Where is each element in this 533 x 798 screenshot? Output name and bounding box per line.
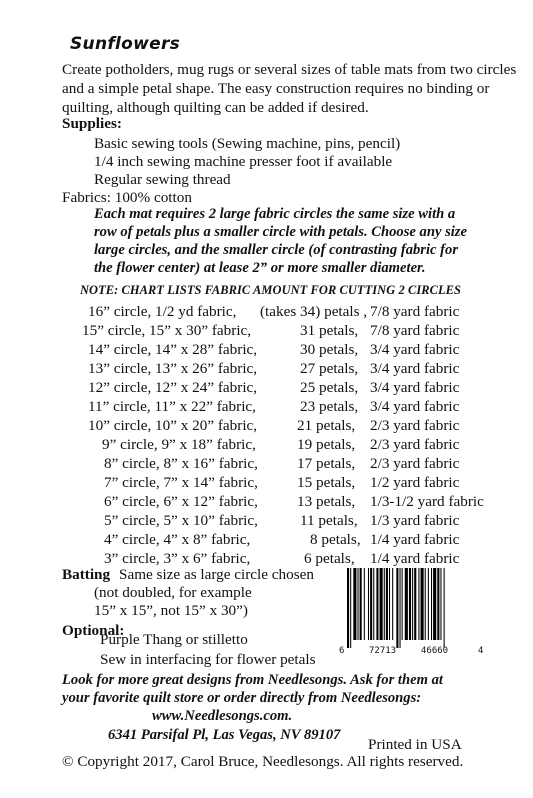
- chart-cell-petals: 27 petals,: [300, 360, 359, 377]
- barcode-bar: [384, 568, 385, 640]
- chart-cell-circle: 13” circle, 13” x 26” fabric,: [88, 360, 258, 377]
- barcode-bars: [339, 568, 485, 648]
- chart-row: [0, 436, 533, 456]
- address: 6341 Parsifal Pl, Las Vegas, NV 89107: [108, 727, 341, 743]
- barcode-bar: [364, 568, 365, 640]
- barcode-bar: [414, 568, 416, 640]
- chart-row: [0, 379, 533, 399]
- fabric-instruction: Each mat requires 2 large fabric circles the same size with a: [94, 206, 456, 222]
- chart-cell-circle: 6” circle, 6” x 12” fabric,: [104, 493, 258, 510]
- chart-cell-yardage: 1/3-1/2 yard fabric: [370, 493, 484, 510]
- barcode-bar: [425, 568, 426, 640]
- chart-cell-yardage: 3/4 yard fabric: [370, 398, 460, 415]
- chart-cell-circle: 14” circle, 14” x 28” fabric,: [88, 341, 258, 358]
- chart-cell-circle: 16” circle, 1/2 yd fabric,: [88, 303, 237, 320]
- chart-cell-petals: 8 petals,: [310, 531, 361, 548]
- chart-cell-petals: (takes 34) petals ,: [260, 303, 368, 320]
- footer-line: Look for more great designs from Needlesongs. Ask for them at: [62, 672, 443, 688]
- barcode-bar: [360, 568, 362, 640]
- chart-cell-yardage: 1/4 yard fabric: [370, 550, 460, 567]
- barcode-bar: [400, 568, 401, 648]
- barcode: [339, 568, 485, 660]
- barcode-bar: [370, 568, 372, 640]
- optional-item: Sew in interfacing for flower petals: [100, 651, 316, 668]
- fabric-instruction: row of petals plus a smaller circle with petals. Choose any size: [94, 224, 467, 240]
- optional-heading: Optional:: [62, 622, 125, 639]
- chart-row: [0, 455, 533, 475]
- chart-row: [0, 531, 533, 551]
- chart-cell-petals: 19 petals,: [297, 436, 356, 453]
- batting-text: (not doubled, for example: [94, 584, 252, 601]
- chart-cell-circle: 9” circle, 9” x 18” fabric,: [102, 436, 256, 453]
- chart-cell-circle: 7” circle, 7” x 14” fabric,: [104, 474, 258, 491]
- chart-cell-petals: 23 petals,: [300, 398, 359, 415]
- barcode-bar: [389, 568, 390, 640]
- chart-cell-yardage: 7/8 yard fabric: [370, 322, 460, 339]
- chart-cell-circle: 5” circle, 5” x 10” fabric,: [104, 512, 258, 529]
- chart-cell-yardage: 1/2 yard fabric: [370, 474, 460, 491]
- barcode-bar: [380, 568, 383, 640]
- chart-cell-yardage: 1/4 yard fabric: [370, 531, 460, 548]
- chart-cell-yardage: 2/3 yard fabric: [370, 455, 460, 472]
- barcode-bar: [402, 568, 403, 640]
- chart-cell-circle: 3” circle, 3” x 6” fabric,: [104, 550, 251, 567]
- chart-cell-circle: 11” circle, 11” x 22” fabric,: [88, 398, 256, 415]
- barcode-bar: [418, 568, 419, 640]
- chart-row: [0, 341, 533, 361]
- chart-cell-yardage: 3/4 yard fabric: [370, 341, 460, 358]
- barcode-bar: [386, 568, 388, 640]
- barcode-bar: [392, 568, 393, 640]
- chart-cell-circle: 4” circle, 4” x 8” fabric,: [104, 531, 251, 548]
- supply-item: 1/4 inch sewing machine presser foot if available: [94, 153, 393, 170]
- website-link[interactable]: www.Needlesongs.com.: [152, 708, 293, 724]
- barcode-digits: 46660: [421, 646, 449, 656]
- chart-cell-petals: 13 petals,: [297, 493, 356, 510]
- intro-paragraph: Create potholders, mug rugs or several sizes of table mats from two circles and a simple petal shape. The easy construction requires no binding or quilting, although quilting can be added if desired.: [62, 61, 517, 116]
- optional-item: Purple Thang or stilletto: [100, 631, 248, 648]
- barcode-bar: [376, 568, 378, 640]
- barcode-bar: [396, 568, 398, 648]
- chart-cell-circle: 15” circle, 15” x 30” fabric,: [82, 322, 252, 339]
- batting-text: Same size as large circle chosen: [119, 566, 314, 583]
- barcode-bar: [368, 568, 369, 640]
- chart-row: [0, 474, 533, 494]
- chart-cell-petals: 15 petals,: [297, 474, 356, 491]
- chart-note: NOTE: CHART LISTS FABRIC AMOUNT FOR CUTTING 2 CIRCLES: [80, 283, 461, 297]
- pattern-title: Sunflowers: [70, 34, 181, 54]
- barcode-bar: [444, 568, 445, 648]
- fabric-instruction: large circles, and the smaller circle (of contrasting fabric for: [94, 242, 459, 258]
- footer-line: your favorite quilt store or order directly from Needlesongs:: [62, 690, 422, 706]
- chart-row: [0, 398, 533, 418]
- chart-cell-petals: 31 petals,: [300, 322, 359, 339]
- copyright: © Copyright 2017, Carol Bruce, Needlesongs. All rights reserved.: [62, 753, 464, 770]
- chart-cell-petals: 17 petals,: [297, 455, 356, 472]
- chart-row: [0, 493, 533, 513]
- chart-cell-petals: 25 petals,: [300, 379, 359, 396]
- barcode-digits: 72713: [369, 646, 397, 656]
- chart-cell-petals: 11 petals,: [300, 512, 358, 529]
- barcode-digit: 4: [478, 646, 484, 656]
- batting-label: Batting: [62, 566, 111, 583]
- barcode-bar: [437, 568, 439, 640]
- barcode-bar: [433, 568, 436, 640]
- chart-cell-yardage: 3/4 yard fabric: [370, 379, 460, 396]
- fabrics-label: Fabrics: 100% cotton: [62, 189, 192, 206]
- barcode-bar: [412, 568, 413, 640]
- barcode-bar: [358, 568, 359, 640]
- chart-cell-yardage: 3/4 yard fabric: [370, 360, 460, 377]
- barcode-bar: [409, 568, 411, 640]
- chart-cell-yardage: 7/8 yard fabric: [370, 303, 460, 320]
- chart-row: [0, 303, 533, 323]
- barcode-bar: [373, 568, 374, 640]
- chart-cell-circle: 8” circle, 8” x 16” fabric,: [104, 455, 258, 472]
- barcode-bar: [431, 568, 432, 640]
- chart-row: [0, 512, 533, 532]
- barcode-bar: [353, 568, 356, 640]
- supplies-heading: Supplies:: [62, 115, 122, 132]
- barcode-bar: [405, 568, 408, 640]
- barcode-bar: [347, 568, 349, 648]
- chart-cell-petals: 21 petals,: [297, 417, 356, 434]
- barcode-bar: [428, 568, 429, 640]
- chart-row: [0, 417, 533, 437]
- chart-cell-circle: 12” circle, 12” x 24” fabric,: [88, 379, 258, 396]
- supply-item: Regular sewing thread: [94, 171, 231, 188]
- fabric-instruction: the flower center) at lease 2” or more smaller diameter.: [94, 260, 426, 276]
- chart-row: [0, 322, 533, 342]
- chart-cell-yardage: 1/3 yard fabric: [370, 512, 460, 529]
- barcode-bar: [421, 568, 424, 640]
- chart-cell-circle: 10” circle, 10” x 20” fabric,: [88, 417, 258, 434]
- barcode-bar: [350, 568, 351, 648]
- barcode-bar: [440, 568, 441, 640]
- chart-cell-petals: 6 petals,: [304, 550, 355, 567]
- chart-cell-yardage: 2/3 yard fabric: [370, 417, 460, 434]
- printed-in: Printed in USA: [368, 736, 462, 753]
- chart-cell-petals: 30 petals,: [300, 341, 359, 358]
- chart-cell-yardage: 2/3 yard fabric: [370, 436, 460, 453]
- chart-row: [0, 360, 533, 380]
- batting-text: 15” x 15”, not 15” x 30”): [94, 602, 248, 619]
- supply-item: Basic sewing tools (Sewing machine, pins, pencil): [94, 135, 401, 152]
- barcode-digit: 6: [339, 646, 345, 656]
